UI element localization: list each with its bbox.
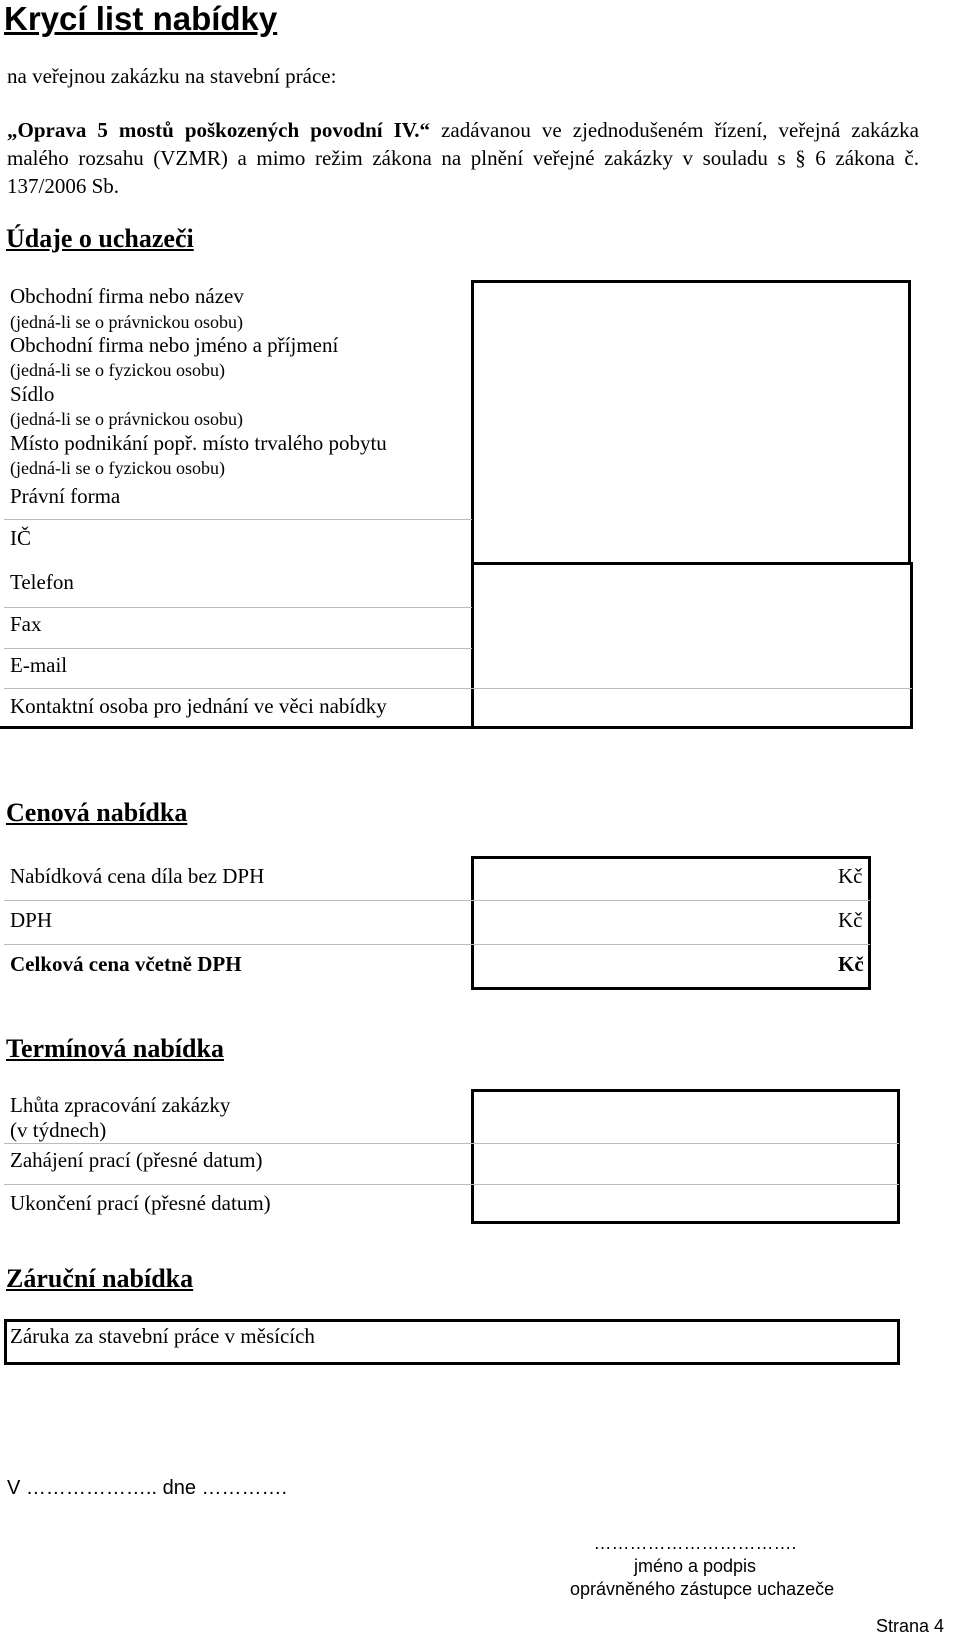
signature-dots: ……………………………. bbox=[593, 1533, 797, 1553]
project-name: „Oprava 5 mostů poškozených povodní IV.“ bbox=[7, 118, 431, 142]
page-number: Strana 4 bbox=[876, 1616, 945, 1636]
price-input-box[interactable] bbox=[471, 856, 871, 990]
applicant-label-legal-form: Právní forma bbox=[10, 484, 121, 508]
applicant-label-contact: Kontaktní osoba pro jednání ve věci nabídky bbox=[10, 694, 387, 718]
price-label-vat: DPH bbox=[10, 908, 53, 932]
price-unit-net: Kč bbox=[838, 864, 863, 888]
place-date-line: V ……………….. dne …………. bbox=[7, 1477, 288, 1499]
applicant-label-email: E-mail bbox=[10, 653, 68, 677]
row-line bbox=[4, 900, 870, 901]
warranty-heading: Záruční nabídka bbox=[6, 1264, 194, 1293]
applicant-note-company: (jedná-li se o právnickou osobu) bbox=[10, 312, 243, 332]
applicant-label-fax: Fax bbox=[10, 612, 42, 636]
row-line bbox=[4, 1184, 899, 1185]
schedule-heading: Termínová nabídka bbox=[6, 1034, 224, 1063]
row-line bbox=[4, 944, 870, 945]
intro-text: zadávanou ve zjednodušeném řízení, veřejná zakázka malého rozsahu (VZMR) a mimo režim zákona na plnění veřejné zakázky v souladu s § 6 zákona č. 137/2006 Sb. bbox=[7, 118, 919, 198]
price-heading: Cenová nabídka bbox=[6, 798, 188, 827]
applicant-label-name: Obchodní firma nebo jméno a příjmení bbox=[10, 333, 339, 357]
schedule-input-box[interactable] bbox=[471, 1089, 900, 1224]
applicant-input-box-top[interactable] bbox=[471, 280, 911, 565]
row-line bbox=[4, 648, 472, 649]
price-label-net: Nabídková cena díla bez DPH bbox=[10, 864, 265, 888]
warranty-label: Záruka za stavební práce v měsících bbox=[10, 1324, 315, 1348]
signature-role-line: oprávněného zástupce uchazeče bbox=[570, 1579, 835, 1599]
price-unit-vat: Kč bbox=[838, 908, 863, 932]
schedule-label-start: Zahájení prací (přesné datum) bbox=[10, 1148, 263, 1172]
schedule-label-duration-unit: (v týdnech) bbox=[10, 1118, 107, 1142]
applicant-label-phone: Telefon bbox=[10, 570, 74, 594]
page-subtitle: na veřejnou zakázku na stavební práce: bbox=[7, 64, 337, 88]
page-title: Krycí list nabídky bbox=[4, 0, 278, 37]
applicant-label-business-place: Místo podnikání popř. místo trvalého pobytu bbox=[10, 431, 387, 455]
row-line bbox=[4, 688, 912, 689]
price-label-total: Celková cena včetně DPH bbox=[10, 952, 242, 976]
applicant-note-seat: (jedná-li se o právnickou osobu) bbox=[10, 409, 243, 429]
intro-paragraph bbox=[7, 116, 919, 200]
applicant-label-seat: Sídlo bbox=[10, 382, 55, 406]
signature-name-line: jméno a podpis bbox=[633, 1556, 757, 1576]
applicant-label-company: Obchodní firma nebo název bbox=[10, 284, 244, 308]
row-line bbox=[4, 1143, 899, 1144]
applicant-note-name: (jedná-li se o fyzickou osobu) bbox=[10, 360, 225, 380]
schedule-label-end: Ukončení prací (přesné datum) bbox=[10, 1191, 271, 1215]
row-line bbox=[4, 607, 472, 608]
row-line bbox=[4, 519, 472, 520]
schedule-label-duration: Lhůta zpracování zakázky bbox=[10, 1093, 231, 1117]
price-unit-total: Kč bbox=[838, 952, 864, 976]
applicant-label-ic: IČ bbox=[10, 526, 31, 550]
applicant-note-business-place: (jedná-li se o fyzickou osobu) bbox=[10, 458, 225, 478]
applicant-heading: Údaje o uchazeči bbox=[6, 224, 194, 253]
